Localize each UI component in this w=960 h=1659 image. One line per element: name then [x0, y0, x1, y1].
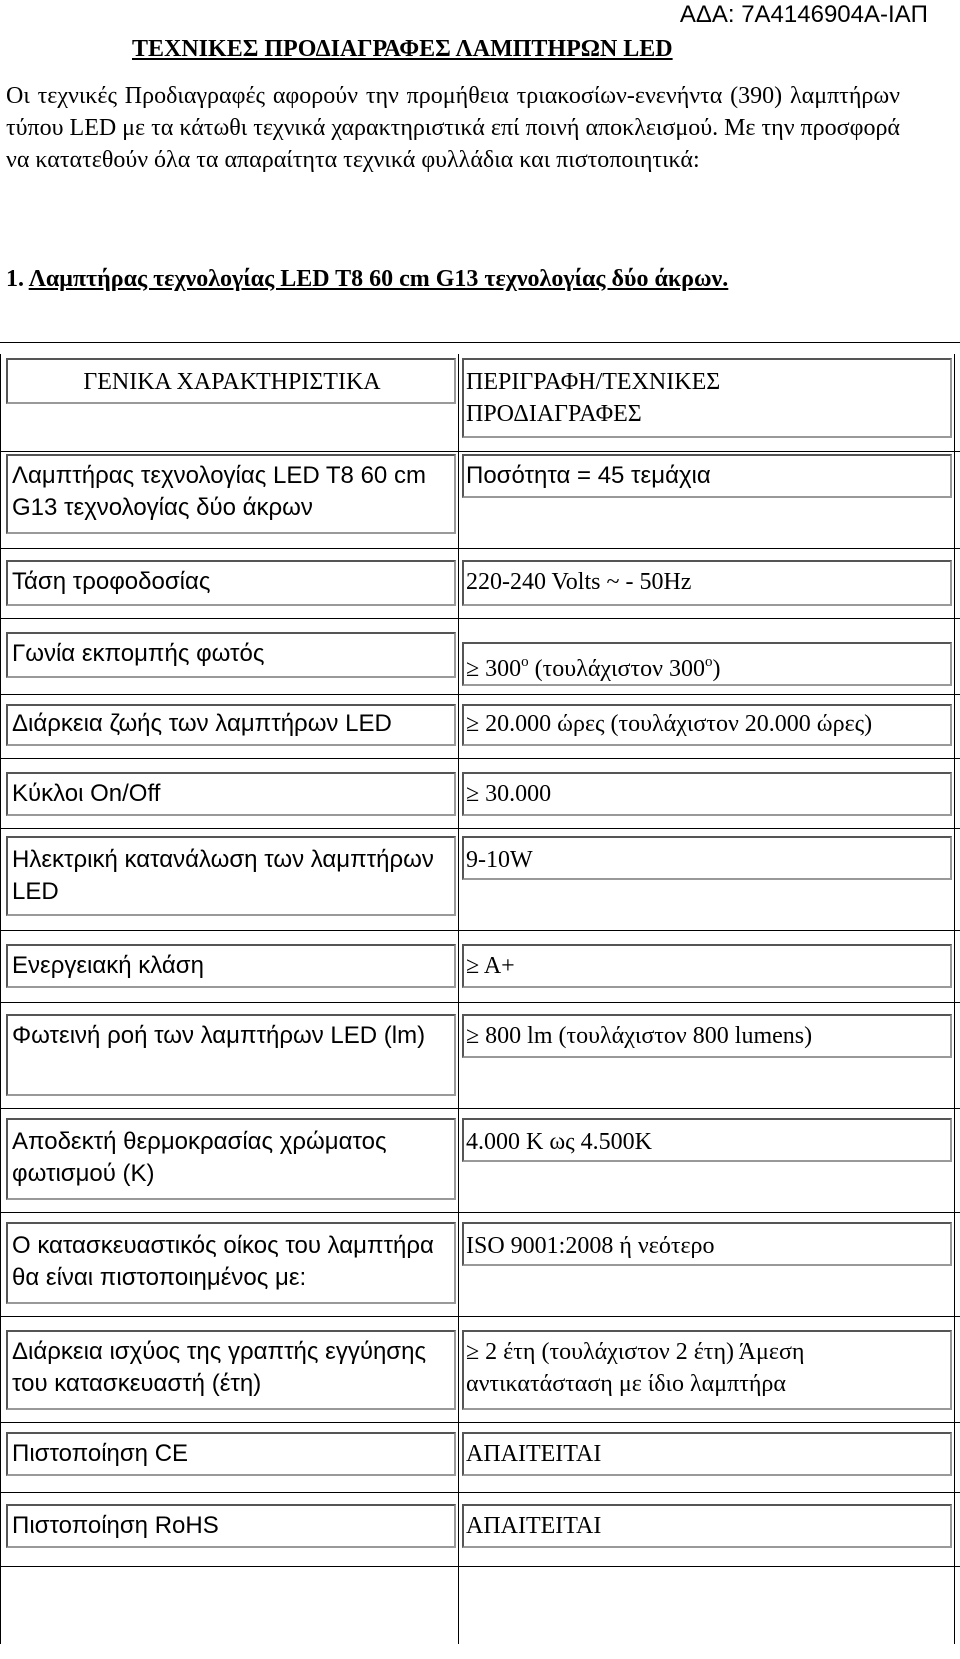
row-divider	[0, 758, 960, 759]
section-title: Λαμπτήρας τεχνολογίας LED T8 60 cm G13 τεχνολογίας δύο άκρων.	[28, 266, 729, 292]
row-value: Ποσότητα = 45 τεμάχια	[466, 462, 711, 489]
row-label: Διάρκεια ζωής των λαμπτήρων LED	[12, 710, 392, 737]
intro-paragraph: Οι τεχνικές Προδιαγραφές αφορούν την προμήθεια τριακοσίων-ενενήντα (390) λαμπτήρων τύπου LED με τα κάτωθι τεχνικά χαρακτηριστικά επί ποινή αποκλεισμού. Με την προσφορά να κατατεθούν όλα τα απαραίτητα τεχνικά φυλλάδια και πιστοποιητικά:	[6, 83, 900, 173]
row-divider	[0, 694, 960, 695]
row-divider	[0, 1002, 960, 1003]
row-value: ΑΠΑΙΤΕΙΤΑΙ	[466, 1441, 602, 1467]
row-divider	[0, 1212, 960, 1213]
row-divider	[0, 1422, 960, 1423]
row-label: Πιστοποίηση CE	[12, 1440, 189, 1467]
row-divider	[0, 548, 960, 549]
row-divider	[0, 618, 960, 619]
row-divider	[0, 1108, 960, 1109]
header-col1: ΓΕΝΙΚΑ ΧΑΡΑΚΤΗΡΙΣΤΙΚΑ	[83, 369, 381, 395]
row-divider	[0, 930, 960, 931]
document-title: ΤΕΧΝΙΚΕΣ ΠΡΟΔΙΑΓΡΑΦΕΣ ΛΑΜΠΤΗΡΩΝ LED	[132, 36, 673, 62]
row-value: ≥ A+	[466, 953, 515, 979]
row-value: 4.000 K ως 4.500K	[466, 1129, 652, 1155]
row-label: Γωνία εκπομπής φωτός	[12, 640, 265, 667]
spec-table	[0, 354, 960, 1644]
row-label: Λαμπτήρας τεχνολογίας LED T8 60 cm G13 τεχνολογίας δύο άκρων	[12, 462, 426, 521]
row-value: ≥ 800 lm (τουλάχιστον 800 lumens)	[466, 1023, 813, 1049]
row-value: ≥ 30.000	[466, 781, 552, 807]
row-value: ≥ 2 έτη (τουλάχιστον 2 έτη) Άμεση αντικατάσταση με ίδιο λαμπτήρα	[466, 1339, 805, 1397]
row-divider	[0, 451, 960, 452]
degree-sup: ο	[521, 654, 529, 670]
row-value: 9-10W	[466, 847, 533, 873]
row-label: Ηλεκτρική κατανάλωση των λαμπτήρων LED	[12, 846, 434, 905]
row-value	[466, 646, 936, 685]
row-value: ISO 9001:2008 ή νεότερο	[466, 1233, 715, 1259]
degree-sup: ο	[704, 654, 713, 670]
row-divider	[0, 828, 960, 829]
ada-code: ΑΔΑ: 7Α4146904Α-ΙΑΠ	[679, 1, 928, 28]
header-col2: ΠΕΡΙΓΡΑΦΗ/ΤΕΧΝΙΚΕΣ ΠΡΟΔΙΑΓΡΑΦΕΣ	[466, 369, 721, 427]
row-label: Αποδεκτή θερμοκρασίας χρώματος φωτισμού (K)	[12, 1128, 387, 1187]
value-part: ≥ 300	[466, 656, 522, 682]
row-label: Τάση τροφοδοσίας	[12, 568, 211, 595]
section-number: 1.	[6, 266, 24, 292]
row-divider	[0, 1316, 960, 1317]
row-label: Φωτεινή ροή των λαμπτήρων LED (lm)	[12, 1022, 426, 1049]
section-heading	[6, 266, 728, 293]
table-border-bottom	[0, 1566, 960, 1567]
row-label: Διάρκεια ισχύος της γραπτής εγγύησης του κατασκευαστή (έτη)	[12, 1338, 427, 1397]
value-part: (τουλάχιστον 300	[528, 656, 705, 682]
row-divider	[0, 1492, 960, 1493]
row-label: Ενεργειακή κλάση	[12, 952, 204, 979]
value-part: )	[712, 656, 721, 682]
row-value: ΑΠΑΙΤΕΙΤΑΙ	[466, 1513, 602, 1539]
table-border-top	[0, 342, 960, 343]
row-label: Κύκλοι On/Off	[12, 780, 161, 807]
row-value: ≥ 20.000 ώρες (τουλάχιστον 20.000 ώρες)	[466, 711, 873, 737]
row-label: Πιστοποίηση RoHS	[12, 1512, 219, 1539]
row-label: Ο κατασκευαστικός οίκος του λαμπτήρα θα είναι πιστοποιημένος με:	[12, 1232, 434, 1291]
row-value: 220-240 Volts ~ - 50Hz	[466, 569, 692, 595]
